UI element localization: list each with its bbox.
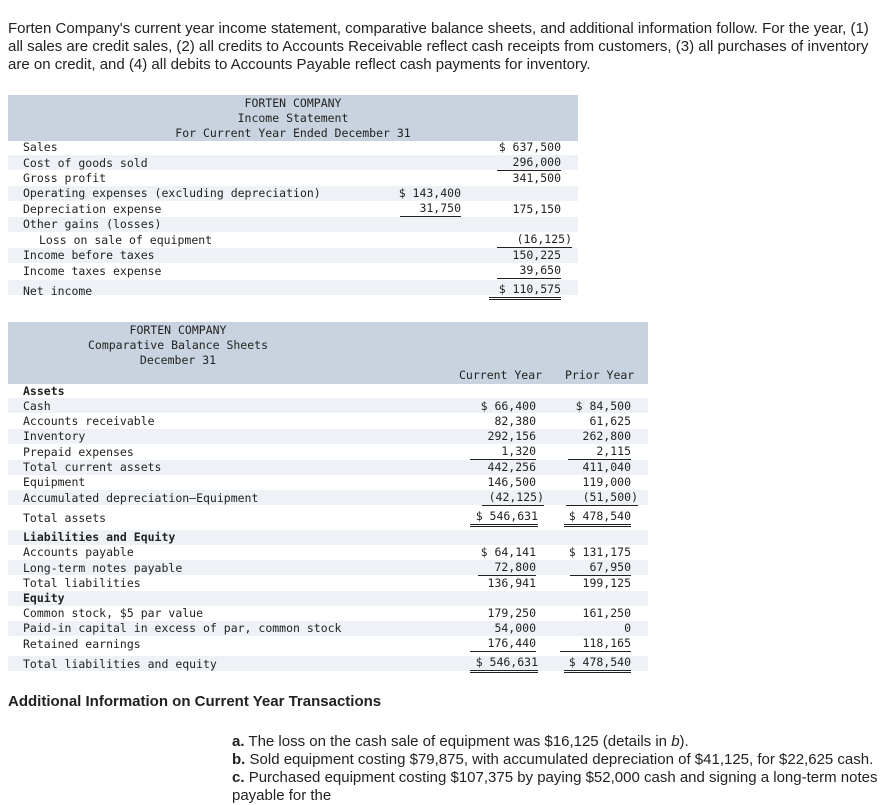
- balance-company: FORTEN COMPANY: [129, 323, 227, 337]
- balance-row-prior: 161,250: [582, 606, 631, 620]
- balance-date: December 31: [139, 353, 217, 367]
- balance-row-current: 179,250: [487, 606, 536, 620]
- list-item: [232, 751, 882, 769]
- balance-row-prior: 411,040: [582, 460, 631, 474]
- balance-row-current: (42,125): [482, 490, 544, 506]
- balance-row-prior: 262,800: [582, 429, 631, 443]
- total-liab-equity-current: $ 546,631: [470, 655, 538, 673]
- list-item: [232, 769, 882, 805]
- balance-row-label: Total liabilities and equity: [23, 657, 217, 671]
- balance-row-label: Retained earnings: [23, 637, 141, 651]
- balance-row-prior: 118,165: [560, 636, 631, 652]
- income-row-label: Operating expenses (excluding depreciation): [23, 186, 321, 200]
- total-liab-equity-prior: $ 478,540: [564, 655, 631, 673]
- income-row-right: 341,500: [512, 171, 561, 185]
- income-period: For Current Year Ended December 31: [175, 126, 411, 140]
- total-assets-prior: $ 478,540: [564, 509, 631, 527]
- balance-row-prior: 199,125: [582, 576, 631, 590]
- balance-row-prior: 119,000: [582, 475, 631, 489]
- balance-row-prior: (51,500): [566, 490, 638, 506]
- balance-row-label: Accounts payable: [23, 545, 134, 559]
- item-text: Sold equipment costing $79,875, with accumulated depreciation of $41,125, for $22,625 cash.: [249, 751, 874, 768]
- balance-title: Comparative Balance Sheets: [87, 338, 268, 352]
- balance-row-current: 1,320: [470, 444, 536, 460]
- balance-row-current: $ 64,141: [480, 545, 536, 559]
- balance-row-label: Paid-in capital in excess of par, common stock: [23, 621, 342, 635]
- balance-row-prior: $ 131,175: [568, 545, 631, 559]
- income-row-label: Sales: [23, 140, 58, 154]
- equity-heading: Equity: [23, 591, 65, 605]
- balance-row-label: Accumulated depreciation—Equipment: [23, 491, 259, 505]
- balance-row-current: 442,256: [487, 460, 536, 474]
- liabilities-heading: Liabilities and Equity: [23, 530, 176, 544]
- assets-heading: Assets: [23, 384, 65, 398]
- item-tag: c.: [232, 769, 245, 786]
- column-header-prior: Prior Year: [565, 368, 635, 382]
- income-title: Income Statement: [237, 111, 349, 125]
- income-row-right: $ 637,500: [498, 140, 561, 154]
- income-row-right: (16,125): [497, 232, 572, 248]
- income-row-label: Income taxes expense: [23, 264, 162, 278]
- income-row-label: Depreciation expense: [23, 202, 162, 216]
- balance-row-prior: 2,115: [568, 444, 631, 460]
- balance-row-label: Long-term notes payable: [23, 561, 183, 575]
- balance-row-current: 72,800: [478, 560, 536, 576]
- income-row-label: Income before taxes: [23, 248, 155, 262]
- additional-info-title: Additional Information on Current Year Transactions: [8, 693, 382, 710]
- balance-row-label: Accounts receivable: [23, 414, 155, 428]
- item-tag: a.: [232, 733, 245, 750]
- balance-row-label: Total current assets: [23, 460, 162, 474]
- item-ref: b: [671, 733, 680, 750]
- balance-row-label: Equipment: [23, 475, 86, 489]
- balance-row-current: 136,941: [487, 576, 536, 590]
- income-row-right: 175,150: [512, 202, 561, 216]
- balance-row-current: $ 66,400: [480, 399, 536, 413]
- income-row-label: Other gains (losses): [23, 217, 162, 231]
- balance-row-prior: $ 84,500: [575, 399, 631, 413]
- total-assets-current: $ 546,631: [470, 509, 538, 527]
- balance-row-label: Inventory: [23, 429, 86, 443]
- income-row-label: Loss on sale of equipment: [39, 233, 213, 247]
- list-item: [232, 733, 882, 751]
- income-row-mid: $ 143,400: [398, 186, 461, 200]
- problem-intro: Forten Company's current year income statement, comparative balance sheets, and additional information follow. For the year, (1) all sales are credit sales, (2) all credits to Accounts Receivable reflect cash receipts from customers, (3) all purchases of inventory are on credit, and (4) all debits to Accounts Payable reflect cash payments for inventory.: [8, 20, 869, 73]
- balance-row-label: Total assets: [23, 511, 107, 525]
- balance-row-label: Cash: [23, 399, 51, 413]
- balance-row-prior: 61,625: [589, 414, 631, 428]
- balance-row-current: 292,156: [487, 429, 536, 443]
- income-row-right: 296,000: [497, 155, 561, 171]
- balance-row-current: 176,440: [470, 636, 536, 652]
- item-tag: b.: [232, 751, 246, 768]
- net-income-value: $ 110,575: [489, 282, 561, 300]
- balance-row-current: 146,500: [487, 475, 536, 489]
- income-row-label: Gross profit: [23, 171, 107, 185]
- income-row-label: Cost of goods sold: [23, 156, 148, 170]
- balance-row-prior: 0: [624, 621, 631, 635]
- balance-row-prior: 67,950: [570, 560, 631, 576]
- additional-info-list: [232, 733, 882, 805]
- income-row-mid: 31,750: [400, 201, 461, 217]
- balance-row-label: Common stock, $5 par value: [23, 606, 204, 620]
- balance-row-current: 54,000: [494, 621, 536, 635]
- income-row-right: 39,650: [497, 263, 561, 279]
- item-text: Purchased equipment costing $107,375 by paying $52,000 cash and signing a long-term notes payable for the: [232, 769, 878, 804]
- balance-row-label: Prepaid expenses: [23, 445, 134, 459]
- balance-row-label: Total liabilities: [23, 576, 141, 590]
- income-row-right: 150,225: [512, 248, 561, 262]
- item-text: The loss on the cash sale of equipment was $16,125 (details in: [248, 733, 672, 750]
- column-header-current: Current Year: [459, 368, 543, 382]
- income-row-label: Net income: [23, 284, 93, 298]
- balance-row-current: 82,380: [494, 414, 536, 428]
- item-end: ).: [679, 733, 689, 750]
- income-company: FORTEN COMPANY: [244, 96, 342, 110]
